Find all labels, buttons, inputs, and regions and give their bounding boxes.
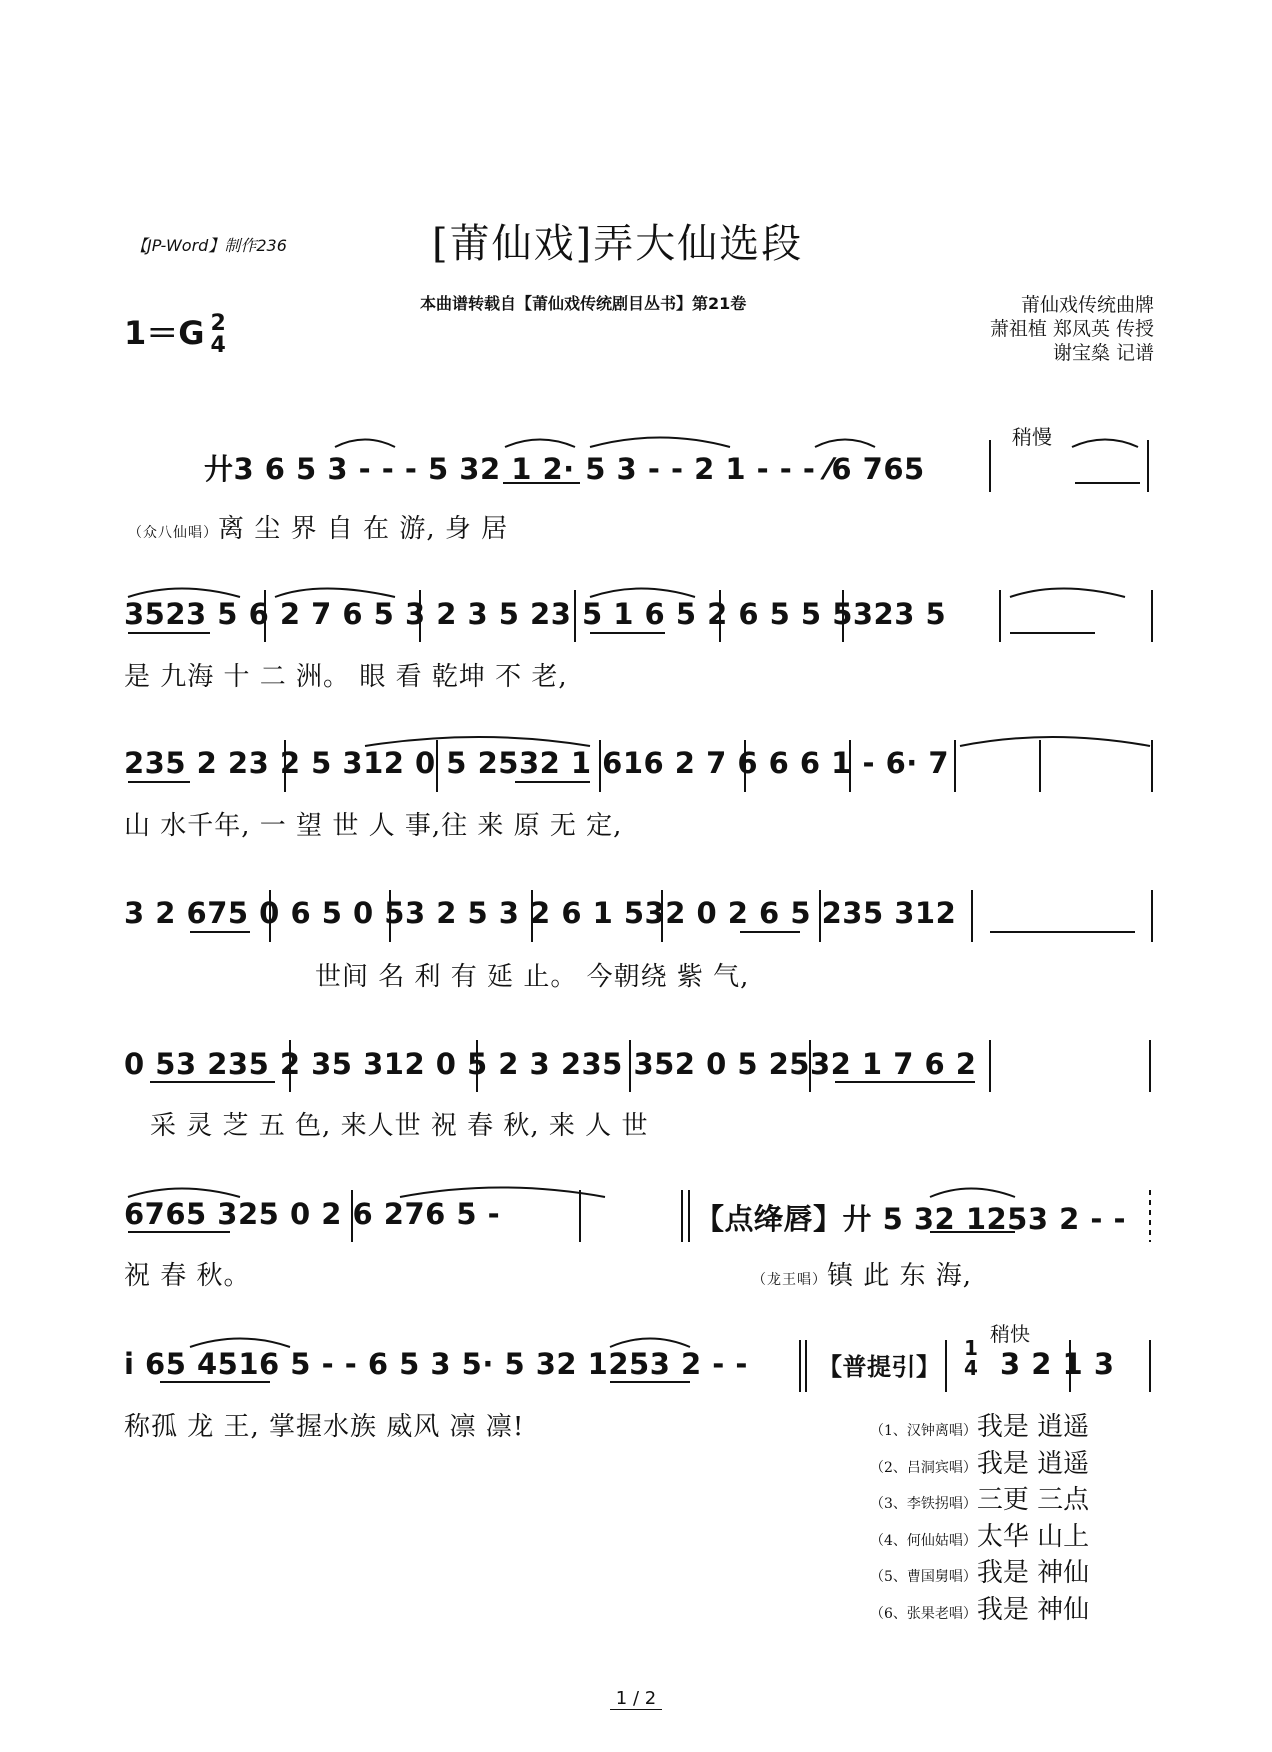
time-bottom: 4 [210, 333, 226, 358]
lyrics-line: 世间 名 利 有 延 止。 今朝绕 紫 气, [315, 962, 750, 992]
verse-text: 三更 三点 [976, 1485, 1090, 1515]
notation-line: i 65 4516 5 - - 6 5 3 5· 5 32 1253 2 - - [124, 1347, 748, 1381]
notation-line: 235 2 23 2 5 312 0 5 2532 1 616 2 7 6 6 6 1 - 6· 7 [124, 746, 950, 780]
tempo-marking: 稍快 [990, 1322, 1030, 1346]
attribution-line: 谢宝燊 记谱 [1052, 342, 1154, 364]
notation-line: 3 2 675 0 6 5 0 53 2 5 3 2 6 1 532 0 2 6 5 235 312 [124, 896, 957, 930]
verse-text: 太华 山上 [976, 1522, 1090, 1552]
page-number: 1 / 2 [0, 1688, 1272, 1709]
verse-text: 我是 神仙 [976, 1595, 1090, 1625]
verse-text: 我是 逍遥 [976, 1412, 1090, 1442]
slur [335, 440, 395, 448]
notation-line-qupai: 【点绛唇】廾 5 32 1253 2 - - [695, 1202, 1127, 1236]
slur [815, 440, 875, 448]
verse-role: （4、何仙姑唱） [870, 1533, 977, 1549]
tempo-marking: 稍慢 [1012, 425, 1052, 449]
lyrics-line: 山 水千年, 一 望 世 人 事,往 来 原 无 定, [124, 811, 623, 841]
source-note: 本曲谱转载自【莆仙戏传统剧目丛书】第21卷 [420, 294, 747, 313]
lyrics-line: 采 灵 芝 五 色, 来人世 祝 春 秋, 来 人 世 [150, 1111, 649, 1141]
attribution-line: 萧祖植 郑凤英 传授 [989, 318, 1154, 340]
lyrics-line: 祝 春 秋。 [124, 1261, 251, 1291]
time-bottom: 4 [964, 1356, 978, 1380]
time-top: 2 [210, 311, 226, 336]
lyrics-line: 称孤 龙 王, 掌握水族 威风 凛 凛! [124, 1412, 525, 1442]
verse-role: （2、吕洞宾唱） [870, 1460, 977, 1476]
lyrics-line: 是 九海 十 二 洲。 眼 看 乾坤 不 老, [124, 662, 568, 692]
singer-role: （众八仙唱） [128, 525, 218, 541]
notation-line: 廾3 6 5 3 - - - 5 32 1 2· 5 3 - - 2 1 - - - ⁄6 765 [204, 452, 925, 486]
notation-line: 3 2 1 3 [1000, 1347, 1115, 1381]
key-text: 1＝G [124, 314, 205, 352]
verse-role: （6、张果老唱） [870, 1606, 977, 1622]
slur [1072, 440, 1138, 448]
attribution-line: 莆仙戏传统曲牌 [1020, 294, 1154, 316]
verse-text: 我是 逍遥 [976, 1449, 1090, 1479]
singer-role: （龙王唱） [752, 1272, 827, 1288]
notation-line: 3523 5 6 2 7 6 5 3 2 3 5 23 5 1 6 5 2 6 5 5 5323 5 [124, 597, 947, 631]
verse-role: （3、李铁拐唱） [870, 1496, 977, 1512]
lyrics-text: 离 尘 界 自 在 游, 身 居 [218, 514, 509, 544]
slur [505, 440, 575, 448]
time-top: 1 [964, 1336, 978, 1360]
verse-role: （1、汉钟离唱） [870, 1423, 977, 1439]
credit-text: 【JP-Word】制作236 [131, 236, 287, 255]
notation-line: 6765 325 0 2 6 276 5 - [124, 1197, 501, 1231]
verse-text: 我是 神仙 [976, 1558, 1090, 1588]
verse-role: （5、曹国舅唱） [870, 1569, 977, 1585]
notation-line-qupai: 【普提引】 [818, 1353, 941, 1381]
notation-line: 0 53 235 2 35 312 0 5 2 3 235 352 0 5 2532 1 7 6 2 [124, 1047, 977, 1081]
slur [590, 438, 730, 448]
lyrics-text: 镇 此 东 海, [827, 1261, 973, 1291]
page-title: [莆仙戏]弄大仙选段 [432, 221, 804, 267]
